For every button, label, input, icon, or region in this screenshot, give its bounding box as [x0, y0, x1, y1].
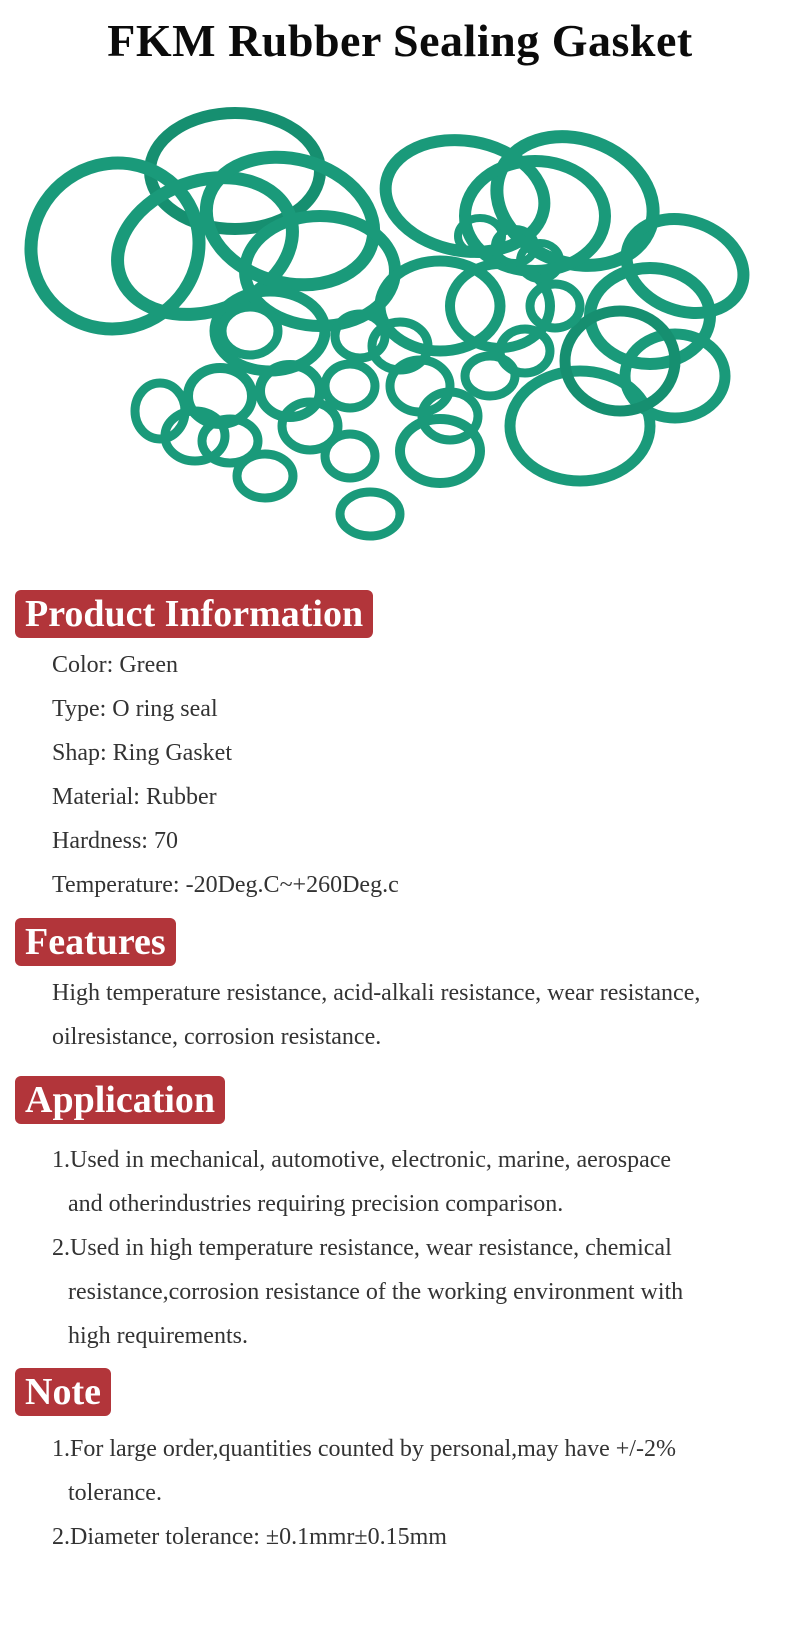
application-line-1: 1.Used in mechanical, automotive, electronic, marine, aerospace	[52, 1147, 672, 1173]
application-line-2: and otherindustries requiring precision comparison.	[68, 1191, 564, 1217]
features-line-2: oilresistance, corrosion resistance.	[52, 1024, 382, 1050]
features-line-1: High temperature resistance, acid-alkali resistance, wear resistance,	[52, 980, 701, 1006]
info-temperature: Temperature: -20Deg.C~+260Deg.c	[52, 872, 399, 898]
application-line-3: 2.Used in high temperature resistance, wear resistance, chemical	[52, 1235, 672, 1261]
section-heading-features: Features	[15, 918, 176, 966]
info-material: Material: Rubber	[52, 784, 217, 810]
info-color: Color: Green	[52, 652, 178, 678]
section-heading-application: Application	[15, 1076, 225, 1124]
info-hardness: Hardness: 70	[52, 828, 178, 854]
info-type: Type: O ring seal	[52, 696, 218, 722]
page-title: FKM Rubber Sealing Gasket	[107, 15, 693, 66]
note-line-1: 1.For large order,quantities counted by personal,may have +/-2%	[52, 1436, 676, 1462]
o-ring-photo	[20, 96, 780, 566]
section-heading-product-information: Product Information	[15, 590, 373, 638]
note-line-3: 2.Diameter tolerance: ±0.1mmr±0.15mm	[52, 1524, 447, 1550]
application-line-5: high requirements.	[68, 1323, 248, 1349]
section-heading-note: Note	[15, 1368, 111, 1416]
application-line-4: resistance,corrosion resistance of the working environment with	[68, 1279, 684, 1305]
info-shape: Shap: Ring Gasket	[52, 740, 232, 766]
note-line-2: tolerance.	[68, 1480, 162, 1506]
